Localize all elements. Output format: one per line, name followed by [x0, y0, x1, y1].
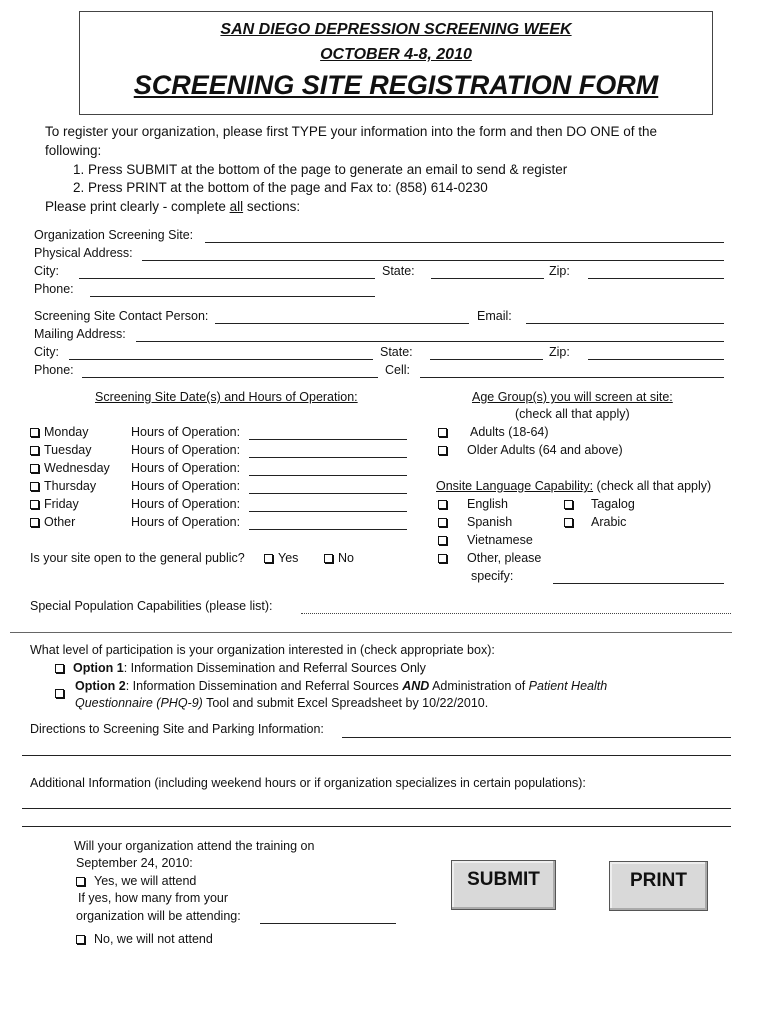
instruction-step-2: 2. Press PRINT at the bottom of the page and Fax to: (858) 614-0230	[73, 180, 488, 195]
day-tuesday[interactable]: Tuesday	[30, 443, 91, 457]
contact-person-label: Screening Site Contact Person:	[34, 309, 209, 323]
age-heading: Age Group(s) you will screen at site:	[472, 390, 673, 404]
hours-tuesday-field[interactable]	[249, 457, 407, 458]
contact-phone-label: Phone:	[34, 363, 74, 377]
event-name: SAN DIEGO DEPRESSION SCREENING WEEK	[220, 21, 572, 38]
hours-friday-field[interactable]	[249, 511, 407, 512]
contact-city-field[interactable]	[69, 359, 373, 360]
day-monday[interactable]: Monday	[30, 425, 88, 439]
org-city-label: City:	[34, 264, 59, 278]
training-howmany-label: If yes, how many from your	[78, 891, 229, 905]
additional-info-label: Additional Information (including weekend hours or if organization specializes in certain populations):	[30, 776, 586, 790]
org-address-field[interactable]	[142, 260, 724, 261]
instruction-note: Please print clearly - complete all sections:	[45, 199, 301, 214]
directions-field-2[interactable]	[22, 755, 731, 756]
special-population-label: Special Population Capabilities (please list):	[30, 599, 273, 613]
intro-text: To register your organization, please first TYPE your information into the form and then DO ONE of the	[45, 124, 658, 139]
contact-person-field[interactable]	[215, 323, 469, 324]
training-question: Will your organization attend the training on	[74, 839, 315, 853]
training-count-field[interactable]	[260, 923, 396, 924]
contact-state-label: State:	[380, 345, 413, 359]
org-phone-label: Phone:	[34, 282, 74, 296]
additional-info-field[interactable]	[22, 808, 731, 809]
lang-spanish[interactable]: Spanish	[438, 515, 512, 529]
day-friday[interactable]: Friday	[30, 497, 79, 511]
hours-monday-field[interactable]	[249, 439, 407, 440]
training-yes-checkbox[interactable]	[76, 877, 85, 886]
other-day-checkbox[interactable]	[30, 518, 39, 527]
print-button[interactable]: PRINT	[609, 861, 708, 911]
hours-label: Hours of Operation:	[131, 443, 241, 457]
day-thursday[interactable]: Thursday	[30, 479, 96, 493]
training-date: September 24, 2010:	[76, 856, 193, 870]
org-site-field[interactable]	[205, 242, 724, 243]
org-city-field[interactable]	[79, 278, 375, 279]
friday-checkbox[interactable]	[30, 500, 39, 509]
org-phone-field[interactable]	[90, 296, 375, 297]
hours-label: Hours of Operation:	[131, 515, 241, 529]
event-dates: OCTOBER 4-8, 2010	[320, 46, 472, 63]
option-2[interactable]: Option 2: Information Dissemination and Referral Sources AND Administration of Patient Health	[75, 679, 608, 693]
contact-city-label: City:	[34, 345, 59, 359]
wednesday-checkbox[interactable]	[30, 464, 39, 473]
schedule-heading: Screening Site Date(s) and Hours of Operation:	[95, 390, 358, 404]
org-site-label: Organization Screening Site:	[34, 228, 194, 242]
org-state-label: State:	[382, 264, 415, 278]
org-zip-label: Zip:	[549, 264, 570, 278]
contact-email-field[interactable]	[526, 323, 724, 324]
option-2-cont: Questionnaire (PHQ-9) Tool and submit Excel Spreadsheet by 10/22/2010.	[75, 696, 489, 710]
contact-phone-field[interactable]	[82, 377, 378, 378]
training-no-checkbox[interactable]	[76, 935, 85, 944]
org-address-label: Physical Address:	[34, 246, 133, 260]
contact-zip-label: Zip:	[549, 345, 570, 359]
monday-checkbox[interactable]	[30, 428, 39, 437]
tuesday-checkbox[interactable]	[30, 446, 39, 455]
intro-text-cont: following:	[45, 143, 102, 158]
page-title: SCREENING SITE REGISTRATION FORM	[133, 70, 659, 100]
contact-zip-field[interactable]	[588, 359, 724, 360]
org-state-field[interactable]	[431, 278, 544, 279]
option-2-checkbox[interactable]	[55, 689, 64, 698]
arabic-checkbox[interactable]	[564, 518, 573, 527]
directions-field[interactable]	[342, 737, 731, 738]
section-divider	[10, 632, 732, 633]
thursday-checkbox[interactable]	[30, 482, 39, 491]
participation-question: What level of participation is your organization interested in (check appropriate box):	[30, 643, 495, 657]
hours-label: Hours of Operation:	[131, 479, 241, 493]
instruction-step-1: 1. Press SUBMIT at the bottom of the page to generate an email to send & register	[73, 162, 568, 177]
hours-label: Hours of Operation:	[131, 461, 241, 475]
public-no-checkbox[interactable]	[324, 554, 333, 563]
contact-email-label: Email:	[477, 309, 512, 323]
lang-other-specify-label: specify:	[471, 569, 514, 583]
day-other[interactable]: Other	[30, 515, 75, 529]
age-older-adults[interactable]: Older Adults (64 and above)	[438, 443, 623, 457]
hours-label: Hours of Operation:	[131, 497, 241, 511]
spanish-checkbox[interactable]	[438, 518, 447, 527]
additional-info-field-2[interactable]	[22, 826, 731, 827]
age-adults[interactable]: Adults (18-64)	[438, 425, 549, 439]
age-subheading: (check all that apply)	[515, 407, 630, 421]
contact-mailing-label: Mailing Address:	[34, 327, 126, 341]
lang-vietnamese[interactable]: Vietnamese	[438, 533, 533, 547]
lang-english[interactable]: English	[438, 497, 508, 511]
hours-thursday-field[interactable]	[249, 493, 407, 494]
lang-other-specify-field[interactable]	[553, 583, 724, 584]
tagalog-checkbox[interactable]	[564, 500, 573, 509]
contact-mailing-field[interactable]	[136, 341, 724, 342]
hours-other-field[interactable]	[249, 529, 407, 530]
contact-cell-field[interactable]	[420, 377, 724, 378]
special-population-field[interactable]	[301, 613, 731, 614]
english-checkbox[interactable]	[438, 500, 447, 509]
public-yes[interactable]: Yes	[264, 551, 298, 565]
hours-label: Hours of Operation:	[131, 425, 241, 439]
adults-checkbox[interactable]	[438, 428, 447, 437]
day-wednesday[interactable]: Wednesday	[30, 461, 110, 475]
option-1[interactable]: Option 1: Information Dissemination and Referral Sources Only	[55, 661, 426, 675]
public-question: Is your site open to the general public?	[30, 551, 245, 565]
hours-wednesday-field[interactable]	[249, 475, 407, 476]
vietnamese-checkbox[interactable]	[438, 536, 447, 545]
org-zip-field[interactable]	[588, 278, 724, 279]
public-no[interactable]: No	[324, 551, 354, 565]
language-heading: Onsite Language Capability: (check all that apply)	[436, 479, 712, 493]
training-howmany-label-2: organization will be attending:	[76, 909, 241, 923]
title-box	[79, 11, 713, 115]
lang-tagalog[interactable]: Tagalog	[564, 497, 635, 511]
lang-other[interactable]: Other, please	[438, 551, 541, 565]
other-language-checkbox[interactable]	[438, 554, 447, 563]
lang-arabic[interactable]: Arabic	[564, 515, 626, 529]
option-1-checkbox[interactable]	[55, 664, 64, 673]
contact-state-field[interactable]	[430, 359, 543, 360]
older-adults-checkbox[interactable]	[438, 446, 447, 455]
training-no[interactable]: No, we will not attend	[76, 932, 213, 946]
submit-button[interactable]: SUBMIT	[451, 860, 556, 910]
directions-label: Directions to Screening Site and Parking Information:	[30, 722, 324, 736]
public-yes-checkbox[interactable]	[264, 554, 273, 563]
contact-cell-label: Cell:	[385, 363, 411, 377]
training-yes[interactable]: Yes, we will attend	[76, 874, 196, 888]
